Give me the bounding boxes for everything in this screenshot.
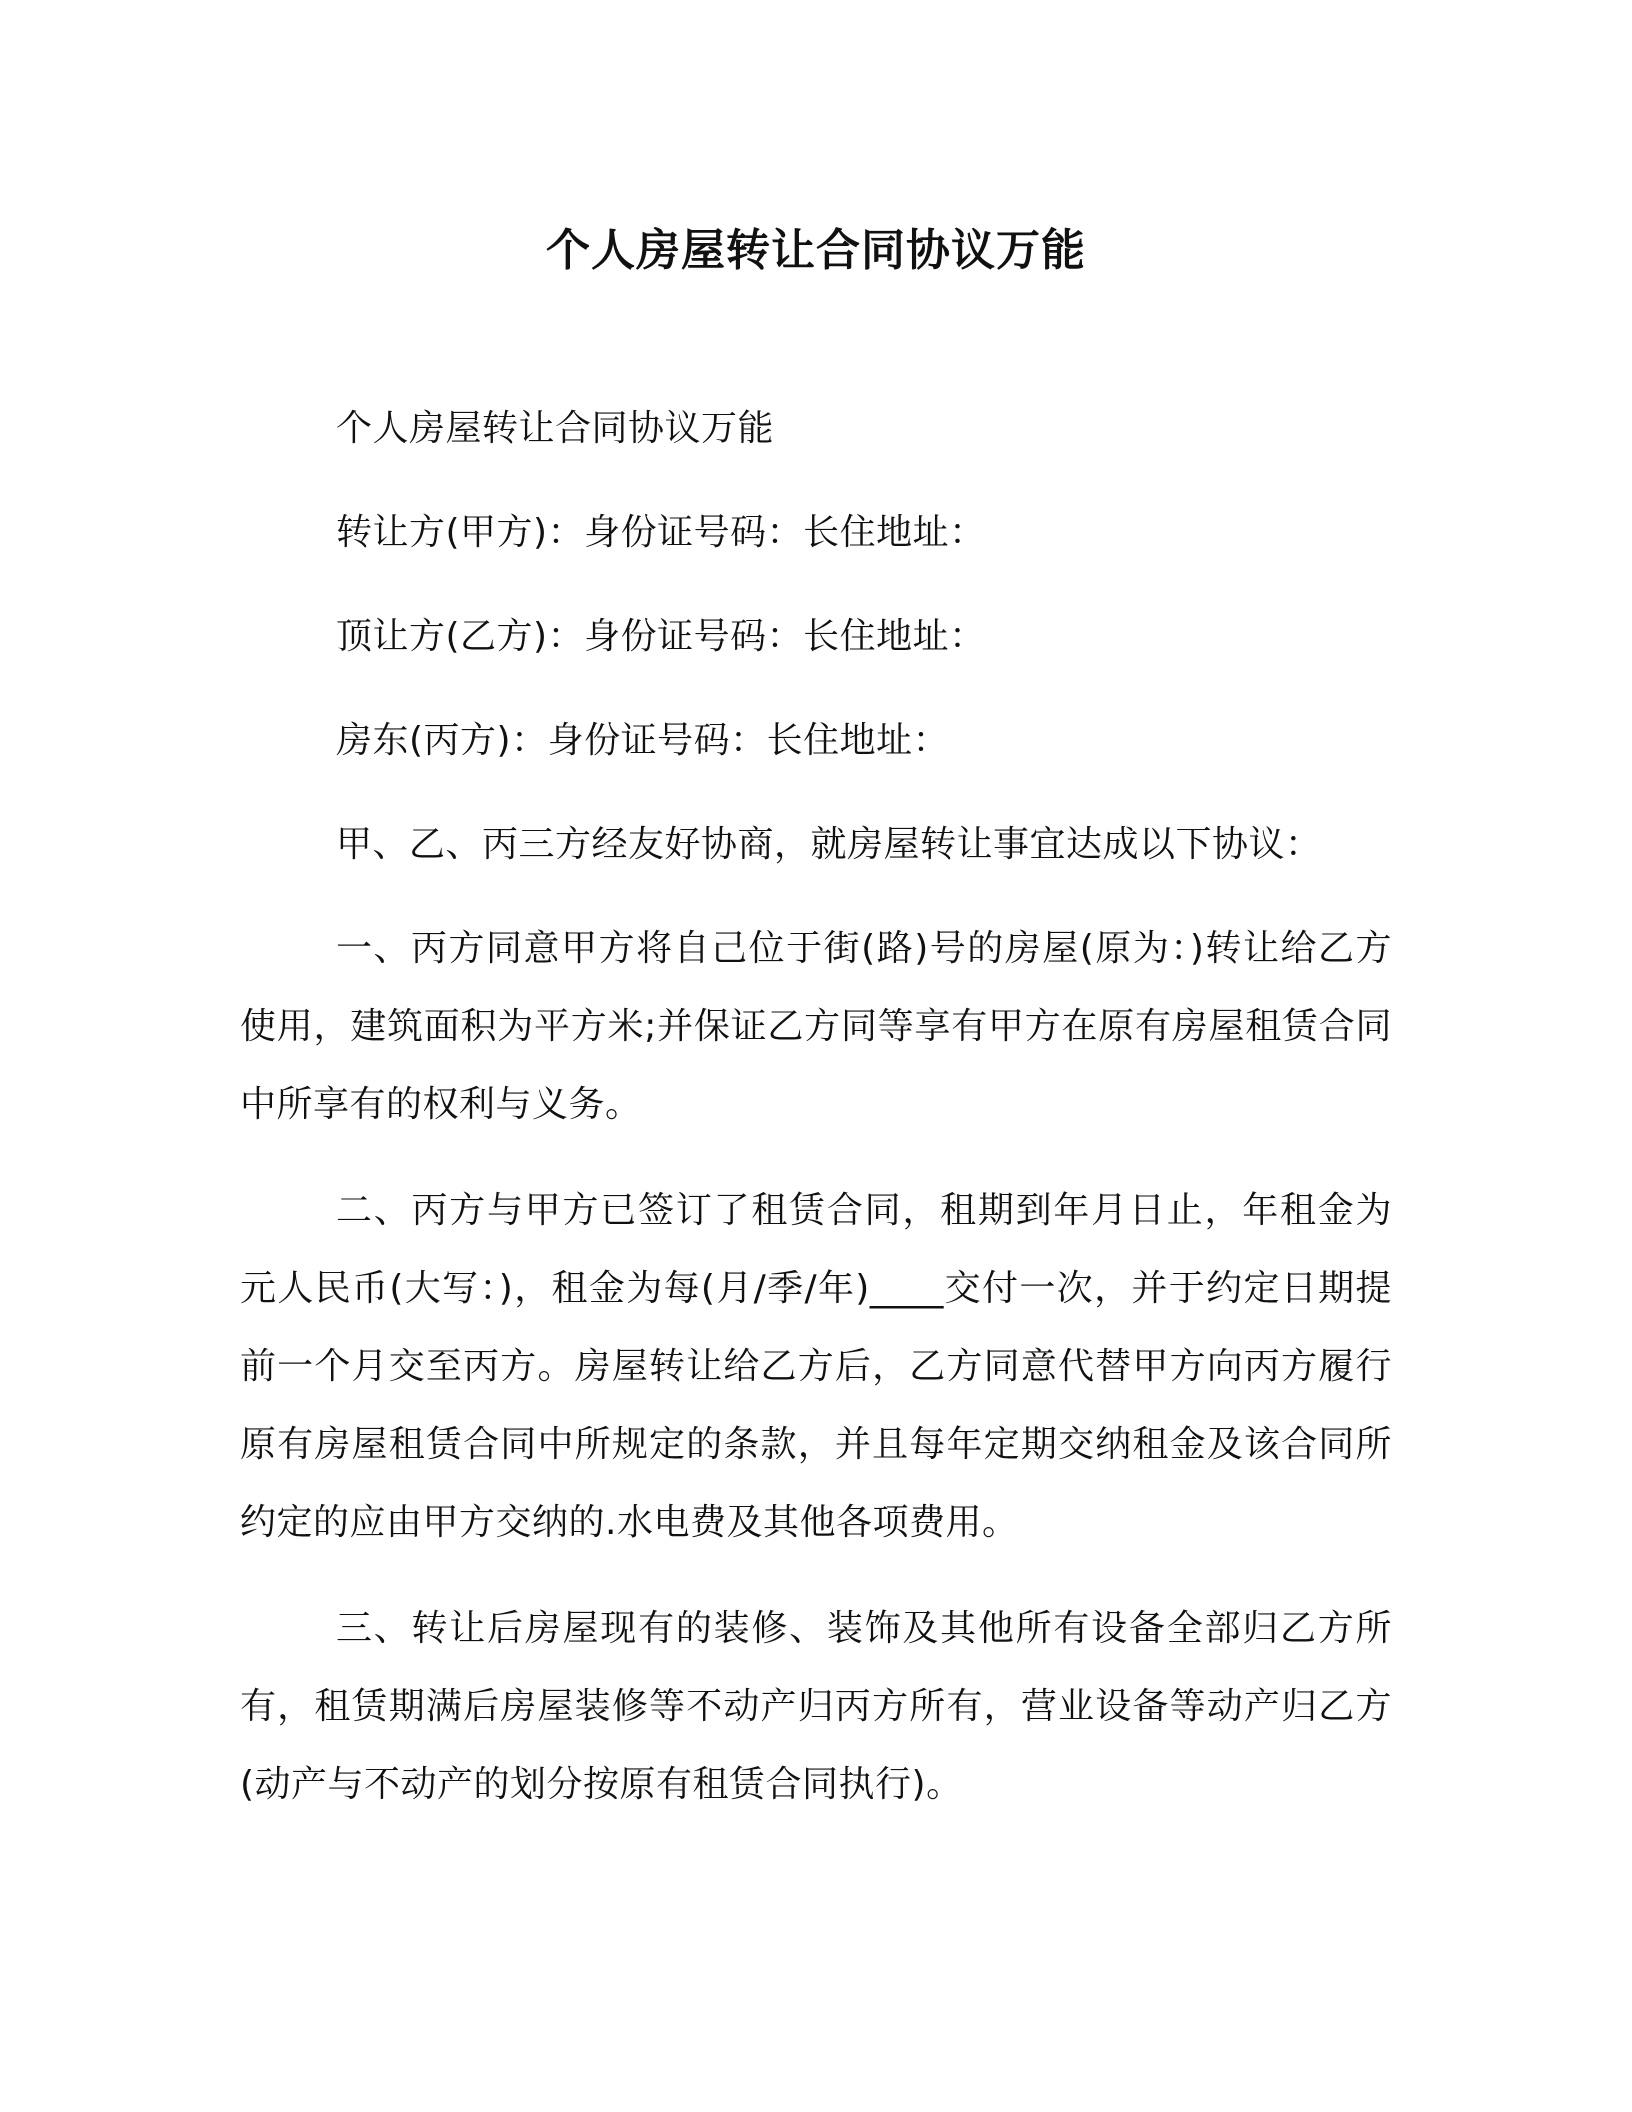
- clause-3-paragraph: 三、转让后房屋现有的装修、装饰及其他所有设备全部归乙方所有，租赁期满后房屋装修等不动产归丙方所有，营业设备等动产归乙方(动产与不动产的划分按原有租赁合同执行)。: [240, 1608, 1392, 1805]
- subtitle-paragraph: 个人房屋转让合同协议万能: [336, 408, 775, 449]
- party-a-paragraph: 转让方(甲方)：身份证号码：长住地址：: [336, 512, 986, 553]
- document-title: 个人房屋转让合同协议万能: [546, 225, 1086, 276]
- document-body: [240, 390, 1392, 1852]
- party-b-paragraph: 顶让方(乙方)：身份证号码：长住地址：: [336, 616, 986, 657]
- agreement-intro-paragraph: 甲、乙、丙三方经友好协商，就房屋转让事宜达成以下协议：: [336, 824, 1322, 865]
- party-c-paragraph: 房东(丙方)：身份证号码：长住地址：: [336, 720, 950, 761]
- clause-2-paragraph: 二、丙方与甲方已签订了租赁合同，租期到年月日止，年租金为元人民币(大写：)，租金为每(月/季/年)____交付一次，并于约定日期提前一个月交至丙方。房屋转让给乙方后，乙方同意代替甲方向丙方履行原有房屋租赁合同中所规定的条款，并且每年定期交纳租金及该合同所约定的应由甲方交纳的.水电费及其他各项费用。: [240, 1190, 1392, 1543]
- clause-1-paragraph: 一、丙方同意甲方将自己位于街(路)号的房屋(原为：)转让给乙方使用，建筑面积为平方米;并保证乙方同等享有甲方在原有房屋租赁合同中所享有的权利与义务。: [240, 928, 1392, 1125]
